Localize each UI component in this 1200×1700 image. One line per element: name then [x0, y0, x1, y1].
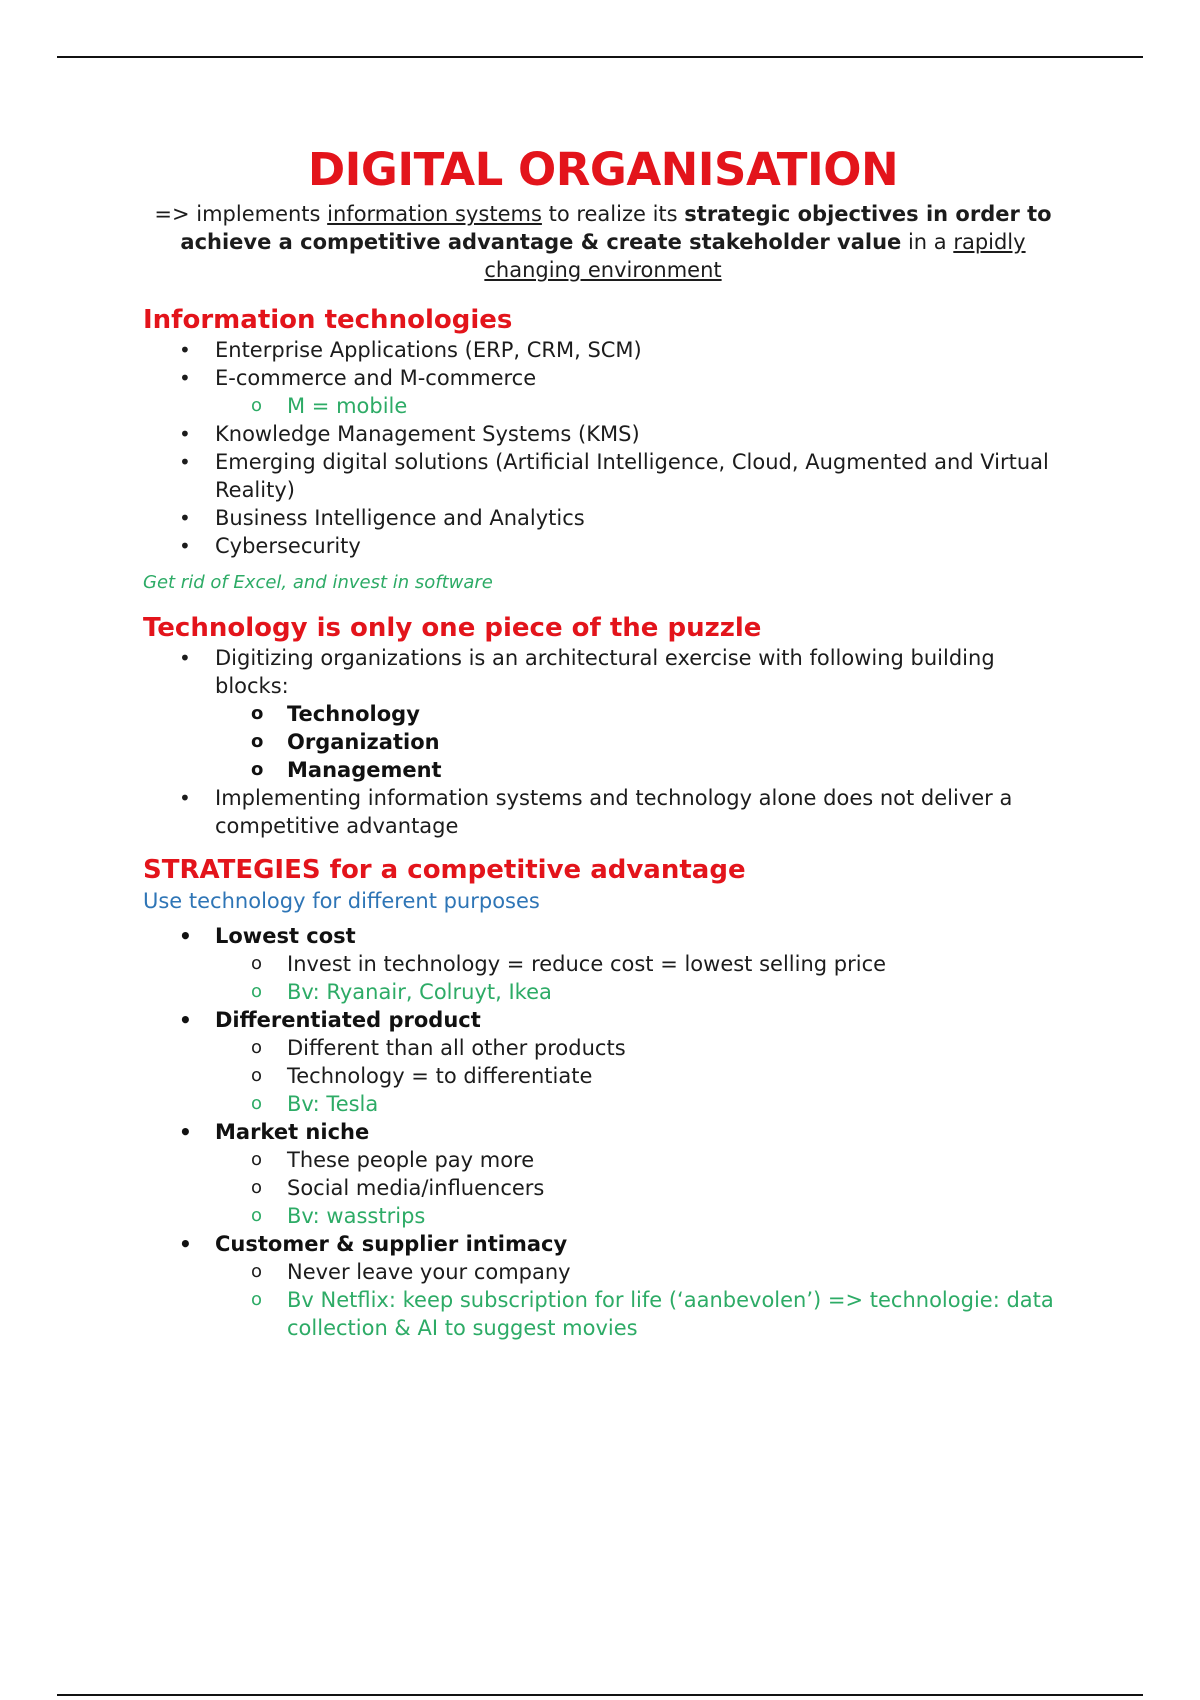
sub-list-item: [215, 1062, 1063, 1090]
list-item: [143, 532, 1063, 560]
intro-text-3: in a: [901, 230, 954, 254]
sub-list-item-example: [215, 1286, 1063, 1342]
sub-list: [215, 1258, 1063, 1342]
list-item-text: Knowledge Management Systems (KMS): [215, 422, 640, 446]
sub-list-item-text: Invest in technology = reduce cost = lowest selling price: [287, 952, 887, 976]
sub-list-item: [215, 1146, 1063, 1174]
top-rule: [57, 56, 1143, 58]
bottom-rule: [57, 1694, 1143, 1696]
sub-list: [215, 950, 1063, 1006]
puzzle-list: [143, 644, 1063, 840]
spacer: [143, 840, 1063, 854]
list-item: [143, 1006, 1063, 1118]
sub-list-item-text: M = mobile: [287, 394, 408, 418]
example-text: Bv: Ryanair, Colruyt, Ikea: [287, 980, 552, 1004]
list-item-text: Implementing information systems and technology alone does not deliver a competitive advantage: [215, 786, 1013, 838]
list-item: [143, 448, 1063, 504]
sub-list-item: [215, 392, 1063, 420]
sub-list-item-text: Technology = to differentiate: [287, 1064, 593, 1088]
sub-list-item: [215, 1034, 1063, 1062]
list-item-text: Business Intelligence and Analytics: [215, 506, 585, 530]
example-text: Bv: wasstrips: [287, 1204, 426, 1228]
sub-list-item: [215, 1258, 1063, 1286]
example-text: Bv: Tesla: [287, 1092, 379, 1116]
intro-underline-2: rapidly changing environment: [484, 230, 1026, 282]
intro-underline-1: information systems: [327, 202, 542, 226]
strategies-subtitle: Use technology for different purposes: [143, 889, 540, 913]
intro-text-1: => implements: [154, 202, 328, 226]
list-item: [143, 784, 1063, 840]
sub-list-item: [215, 756, 1063, 784]
list-item: [143, 644, 1063, 784]
heading-puzzle: Technology is only one piece of the puzzle: [143, 613, 762, 643]
sub-list: [215, 392, 1063, 420]
sub-list-item-example: [215, 1202, 1063, 1230]
list-item-text: Customer & supplier intimacy: [215, 1232, 568, 1256]
sub-list-item-text: Organization: [287, 730, 440, 754]
sub-list-item-text: Management: [287, 758, 442, 782]
intro-text-2: to realize its: [541, 202, 685, 226]
list-item-text: Enterprise Applications (ERP, CRM, SCM): [215, 338, 642, 362]
heading-strategies: STRATEGIES for a competitive advantage: [143, 855, 746, 885]
heading-information-technologies: Information technologies: [143, 305, 513, 335]
strategies-list: [143, 922, 1063, 1342]
note-excel: Get rid of Excel, and invest in software: [143, 572, 493, 593]
sub-list-item-example: [215, 1090, 1063, 1118]
list-item-text: Digitizing organizations is an architectural exercise with following building blocks:: [215, 646, 995, 698]
intro-paragraph: [143, 200, 1063, 284]
sub-list: [215, 700, 1063, 784]
sub-list: [215, 1146, 1063, 1230]
sub-list: [215, 1034, 1063, 1118]
list-item-text: Lowest cost: [215, 924, 356, 948]
sub-list-item-text: Social media/influencers: [287, 1176, 545, 1200]
list-item: [143, 420, 1063, 448]
list-item-text: Emerging digital solutions (Artificial Intelligence, Cloud, Augmented and Virtual Reality): [215, 450, 1049, 502]
sub-list-item-text: Never leave your company: [287, 1260, 571, 1284]
list-item-text: Market niche: [215, 1120, 370, 1144]
list-item: [143, 1118, 1063, 1230]
list-item: [143, 922, 1063, 1006]
sub-list-item-example: [215, 978, 1063, 1006]
sub-list-item: [215, 950, 1063, 978]
list-item: [143, 364, 1063, 420]
document-body: [143, 140, 1063, 1342]
sub-list-item-text: These people pay more: [287, 1148, 535, 1172]
sub-list-item-text: Different than all other products: [287, 1036, 626, 1060]
page-title: DIGITAL ORGANISATION: [307, 143, 899, 196]
info-tech-list: [143, 336, 1063, 560]
list-item: [143, 504, 1063, 532]
list-item: [143, 336, 1063, 364]
example-text: Bv Netflix: keep subscription for life (‘aanbevolen’) => technologie: data collection & AI to suggest movies: [287, 1288, 1054, 1340]
list-item-text: Differentiated product: [215, 1008, 481, 1032]
sub-list-item-text: Technology: [287, 702, 420, 726]
sub-list-item: [215, 1174, 1063, 1202]
sub-list-item: [215, 700, 1063, 728]
list-item-text: Cybersecurity: [215, 534, 361, 558]
list-item: [143, 1230, 1063, 1342]
intro-bold: strategic objectives in order to achieve a competitive advantage & create stakeholder value: [180, 202, 1052, 254]
sub-list-item: [215, 728, 1063, 756]
list-item-text: E-commerce and M-commerce: [215, 366, 537, 390]
